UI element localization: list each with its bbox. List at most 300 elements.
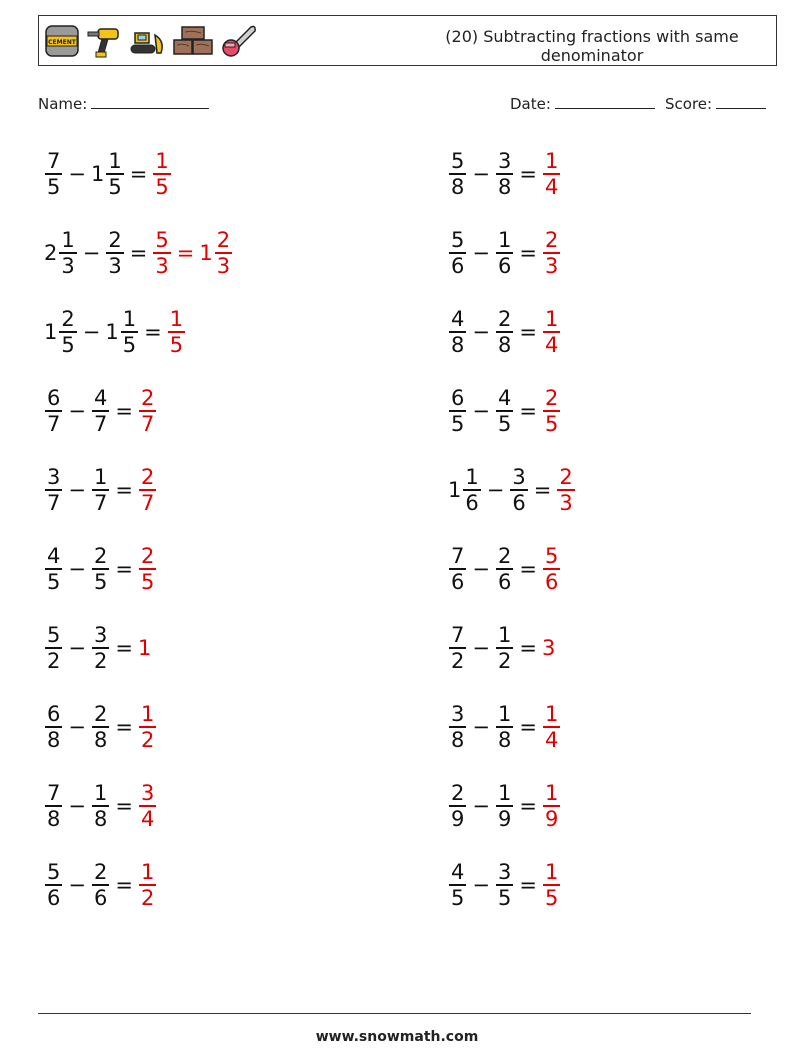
- mixed-number: [199, 228, 233, 278]
- answer: [542, 307, 561, 357]
- numerator: 2: [559, 465, 573, 490]
- denominator: 5: [140, 569, 155, 594]
- problem-item: [44, 539, 157, 599]
- minus-sign: −: [472, 399, 490, 423]
- denominator: 5: [122, 332, 137, 357]
- minus-sign: −: [82, 241, 101, 265]
- mixed-number: [542, 702, 561, 752]
- chainsaw-icon: [219, 23, 259, 59]
- mixed-number: [495, 386, 514, 436]
- numerator: 7: [47, 781, 61, 806]
- equals-sign: =: [129, 241, 148, 265]
- denominator: 4: [544, 332, 559, 357]
- fraction: [496, 307, 513, 357]
- problem-item: [448, 697, 561, 757]
- numerator: 1: [497, 623, 512, 648]
- whole-part: 1: [90, 162, 105, 186]
- fraction: [45, 465, 62, 515]
- fraction: [449, 386, 466, 436]
- denominator: 5: [497, 885, 512, 910]
- fraction: [45, 860, 62, 910]
- fraction: [543, 702, 560, 752]
- whole-part: 2: [44, 241, 58, 265]
- mixed-number: [44, 860, 63, 910]
- numerator: 1: [108, 149, 122, 174]
- denominator: 7: [140, 490, 155, 515]
- numerator: 5: [155, 228, 169, 253]
- numerator: 1: [497, 781, 512, 806]
- equals-sign: =: [519, 399, 537, 423]
- numerator: 2: [140, 544, 155, 569]
- fraction: [139, 544, 156, 594]
- mixed-number: [542, 386, 561, 436]
- name-label: Name:: [38, 95, 88, 113]
- mixed-number: [542, 636, 556, 660]
- numerator: 1: [544, 781, 559, 806]
- fraction: [139, 702, 156, 752]
- equals-sign: =: [129, 162, 148, 186]
- fraction: [449, 702, 466, 752]
- numerator: 2: [93, 544, 108, 569]
- mixed-number: [448, 623, 467, 673]
- answer: [138, 386, 157, 436]
- numerator: 3: [497, 860, 512, 885]
- answer: [138, 860, 157, 910]
- denominator: 5: [47, 174, 61, 199]
- denominator: 8: [497, 727, 512, 752]
- fraction: [45, 781, 62, 831]
- numerator: 7: [47, 149, 61, 174]
- mixed-number: [448, 149, 467, 199]
- fraction: [92, 860, 109, 910]
- mixed-number: [542, 228, 561, 278]
- denominator: 2: [140, 727, 155, 752]
- mixed-number: [91, 623, 110, 673]
- mixed-number: [556, 465, 575, 515]
- whole-part: 3: [541, 636, 556, 660]
- minus-sign: −: [82, 320, 101, 344]
- problem-item: [448, 144, 561, 204]
- answer: [138, 636, 152, 660]
- minus-sign: −: [472, 320, 490, 344]
- numerator: 3: [512, 465, 526, 490]
- fraction: [168, 307, 185, 357]
- mixed-number: [448, 465, 482, 515]
- cement-label: CEMENT: [48, 39, 76, 46]
- numerator: 1: [544, 702, 559, 727]
- denominator: 2: [140, 885, 155, 910]
- denominator: 9: [544, 806, 559, 831]
- denominator: 3: [108, 253, 122, 278]
- numerator: 2: [108, 228, 122, 253]
- fraction: [45, 544, 62, 594]
- whole-part: 1: [137, 636, 152, 660]
- whole-part: 1: [199, 241, 213, 265]
- fraction: [45, 149, 62, 199]
- numerator: 4: [93, 386, 108, 411]
- numerator: 7: [451, 544, 465, 569]
- footer-url: www.snowmath.com: [315, 1029, 479, 1045]
- problem-item: [44, 618, 152, 678]
- numerator: 4: [47, 544, 61, 569]
- mixed-number: [448, 307, 467, 357]
- numerator: 4: [451, 307, 465, 332]
- mixed-number: [448, 781, 467, 831]
- denominator: 9: [497, 806, 512, 831]
- problem-item: [448, 302, 561, 362]
- equals-sign: =: [115, 794, 133, 818]
- equals-sign: =: [115, 715, 133, 739]
- answer: [138, 702, 157, 752]
- minus-sign: −: [486, 478, 505, 502]
- fraction: [449, 307, 466, 357]
- bulldozer-icon: [127, 23, 167, 59]
- answer: [542, 386, 561, 436]
- numerator: 2: [216, 228, 231, 253]
- equals-sign: =: [115, 636, 133, 660]
- numerator: 6: [47, 386, 61, 411]
- mixed-number: [495, 623, 514, 673]
- mixed-number: [542, 307, 561, 357]
- denominator: 9: [451, 806, 465, 831]
- mixed-number: [448, 544, 467, 594]
- mixed-number: [495, 228, 514, 278]
- answer: [152, 149, 171, 199]
- minus-sign: −: [472, 715, 490, 739]
- problem-item: [44, 381, 157, 441]
- denominator: 3: [61, 253, 75, 278]
- problem-item: [448, 776, 561, 836]
- equals-sign: =: [519, 162, 537, 186]
- fraction: [543, 149, 560, 199]
- problem-item: [448, 618, 556, 678]
- mixed-number: [44, 307, 78, 357]
- numerator: 5: [47, 623, 61, 648]
- denominator: 4: [544, 174, 559, 199]
- numerator: 2: [544, 386, 559, 411]
- denominator: 6: [544, 569, 559, 594]
- mixed-number: [91, 465, 110, 515]
- answer: [542, 860, 561, 910]
- numerator: 5: [451, 228, 465, 253]
- fraction: [449, 228, 466, 278]
- numerator: 5: [544, 544, 559, 569]
- equals-sign: =: [115, 873, 133, 897]
- denominator: 7: [140, 411, 155, 436]
- mixed-number: [138, 386, 157, 436]
- denominator: 5: [93, 569, 108, 594]
- denominator: 3: [216, 253, 231, 278]
- numerator: 2: [93, 702, 108, 727]
- fraction: [496, 544, 513, 594]
- fraction: [496, 149, 513, 199]
- answer: [152, 228, 233, 278]
- mixed-number: [91, 702, 110, 752]
- mixed-number: [138, 465, 157, 515]
- denominator: 7: [93, 411, 108, 436]
- answer: [556, 465, 575, 515]
- denominator: 7: [47, 411, 61, 436]
- fraction: [139, 465, 156, 515]
- denominator: 2: [497, 648, 512, 673]
- answer: [542, 149, 561, 199]
- mixed-number: [91, 386, 110, 436]
- denominator: 4: [140, 806, 155, 831]
- wood-logs-icon: [172, 23, 214, 59]
- equals-sign: =: [115, 557, 133, 581]
- minus-sign: −: [472, 162, 490, 186]
- fraction: [543, 781, 560, 831]
- denominator: 6: [497, 569, 512, 594]
- numerator: 3: [140, 781, 155, 806]
- numerator: 2: [140, 386, 155, 411]
- numerator: 2: [544, 228, 559, 253]
- mixed-number: [495, 149, 514, 199]
- numerator: 1: [155, 149, 169, 174]
- minus-sign: −: [472, 873, 490, 897]
- equals-sign: =: [519, 715, 537, 739]
- numerator: 3: [497, 149, 512, 174]
- mixed-number: [495, 307, 514, 357]
- score-field[interactable]: [665, 94, 766, 113]
- footer-divider: [38, 1013, 751, 1014]
- minus-sign: −: [68, 715, 86, 739]
- equals-sign: =: [519, 636, 537, 660]
- fraction: [106, 228, 123, 278]
- mixed-number: [44, 781, 63, 831]
- minus-sign: −: [68, 478, 86, 502]
- mixed-number: [138, 544, 157, 594]
- date-label: Date:: [510, 95, 551, 113]
- denominator: 2: [47, 648, 61, 673]
- minus-sign: −: [68, 557, 86, 581]
- mixed-number: [448, 228, 467, 278]
- mixed-number: [44, 544, 63, 594]
- numerator: 2: [497, 544, 512, 569]
- mixed-number: [542, 860, 561, 910]
- denominator: 7: [47, 490, 61, 515]
- mixed-number: [105, 228, 124, 278]
- fraction: [59, 228, 76, 278]
- denominator: 5: [544, 411, 559, 436]
- mixed-number: [448, 702, 467, 752]
- problem-item: [448, 539, 561, 599]
- minus-sign: −: [472, 636, 490, 660]
- fraction: [139, 860, 156, 910]
- denominator: 2: [93, 648, 108, 673]
- mixed-number: [152, 149, 171, 199]
- denominator: 3: [559, 490, 573, 515]
- answer: [542, 702, 561, 752]
- whole-part: 1: [448, 478, 462, 502]
- problem-item: [44, 776, 157, 836]
- mixed-number: [44, 623, 63, 673]
- minus-sign: −: [68, 873, 86, 897]
- numerator: 1: [93, 465, 108, 490]
- fraction: [496, 702, 513, 752]
- denominator: 5: [169, 332, 184, 357]
- fraction: [92, 781, 109, 831]
- mixed-number: [44, 702, 63, 752]
- mixed-number: [91, 544, 110, 594]
- denominator: 8: [451, 727, 465, 752]
- numerator: 1: [544, 860, 559, 885]
- mixed-number: [138, 636, 152, 660]
- fraction: [496, 386, 513, 436]
- numerator: 2: [451, 781, 465, 806]
- denominator: 5: [61, 332, 75, 357]
- fraction: [510, 465, 527, 515]
- numerator: 1: [140, 860, 155, 885]
- date-field[interactable]: [510, 94, 655, 113]
- denominator: 2: [451, 648, 465, 673]
- mixed-number: [138, 702, 157, 752]
- denominator: 5: [451, 885, 465, 910]
- mixed-number: [495, 860, 514, 910]
- mixed-number: [105, 307, 139, 357]
- fraction: [45, 623, 62, 673]
- numerator: 1: [169, 307, 184, 332]
- fraction: [543, 860, 560, 910]
- answer: [138, 781, 157, 831]
- equals-sign: =: [519, 241, 537, 265]
- denominator: 4: [544, 727, 559, 752]
- fraction: [463, 465, 480, 515]
- denominator: 8: [93, 806, 108, 831]
- answer: [542, 636, 556, 660]
- numerator: 4: [451, 860, 465, 885]
- fraction: [543, 386, 560, 436]
- fraction: [153, 149, 170, 199]
- name-field[interactable]: [38, 94, 209, 113]
- problem-item: [448, 460, 576, 520]
- numerator: 2: [497, 307, 512, 332]
- numerator: 1: [497, 702, 512, 727]
- problem-item: [448, 381, 561, 441]
- denominator: 8: [497, 174, 512, 199]
- mixed-number: [91, 860, 110, 910]
- denominator: 6: [512, 490, 526, 515]
- numerator: 3: [93, 623, 108, 648]
- fraction: [449, 623, 466, 673]
- fraction: [543, 307, 560, 357]
- denominator: 6: [451, 253, 465, 278]
- worksheet-title: (20) Subtracting fractions with same denominator: [445, 27, 739, 65]
- score-line[interactable]: [716, 94, 766, 109]
- fraction: [139, 781, 156, 831]
- mixed-number: [495, 544, 514, 594]
- numerator: 6: [451, 386, 465, 411]
- numerator: 7: [451, 623, 465, 648]
- equals-sign: =: [519, 320, 537, 344]
- answer: [138, 544, 157, 594]
- equals-sign: =: [533, 478, 552, 502]
- problem-item: [44, 855, 157, 915]
- fraction: [139, 386, 156, 436]
- minus-sign: −: [68, 399, 86, 423]
- fraction: [543, 228, 560, 278]
- numerator: 5: [451, 149, 465, 174]
- answer: [138, 465, 157, 515]
- denominator: 6: [47, 885, 61, 910]
- minus-sign: −: [68, 162, 86, 186]
- problem-item: [44, 697, 157, 757]
- name-line[interactable]: [91, 94, 209, 109]
- fraction: [449, 149, 466, 199]
- mixed-number: [44, 149, 63, 199]
- numerator: 1: [93, 781, 108, 806]
- numerator: 2: [140, 465, 155, 490]
- numerator: 1: [465, 465, 479, 490]
- mixed-number: [91, 149, 125, 199]
- denominator: 5: [155, 174, 169, 199]
- fraction: [449, 544, 466, 594]
- mixed-number: [167, 307, 186, 357]
- fraction: [496, 228, 513, 278]
- mixed-number: [448, 860, 467, 910]
- equals-sign: =: [115, 478, 133, 502]
- fraction: [496, 781, 513, 831]
- numerator: 3: [47, 465, 61, 490]
- fraction: [106, 149, 123, 199]
- date-line[interactable]: [555, 94, 655, 109]
- fraction: [215, 228, 232, 278]
- mixed-number: [495, 702, 514, 752]
- fraction: [543, 544, 560, 594]
- numerator: 3: [451, 702, 465, 727]
- numerator: 6: [47, 702, 61, 727]
- denominator: 8: [47, 806, 61, 831]
- fraction: [92, 386, 109, 436]
- mixed-number: [44, 465, 63, 515]
- worksheet-header: [38, 15, 777, 66]
- denominator: 6: [451, 569, 465, 594]
- whole-part: 1: [44, 320, 58, 344]
- denominator: 5: [544, 885, 559, 910]
- denominator: 5: [497, 411, 512, 436]
- fraction: [496, 860, 513, 910]
- denominator: 3: [544, 253, 559, 278]
- equals-sign: =: [144, 320, 162, 344]
- problem-item: [44, 460, 157, 520]
- fraction: [449, 860, 466, 910]
- denominator: 7: [93, 490, 108, 515]
- numerator: 1: [61, 228, 75, 253]
- fraction: [449, 781, 466, 831]
- numerator: 1: [140, 702, 155, 727]
- numerator: 2: [93, 860, 108, 885]
- minus-sign: −: [472, 241, 490, 265]
- answer: [542, 544, 561, 594]
- numerator: 1: [544, 307, 559, 332]
- minus-sign: −: [68, 794, 86, 818]
- fraction: [92, 544, 109, 594]
- mixed-number: [542, 149, 561, 199]
- numerator: 1: [122, 307, 137, 332]
- fraction: [153, 228, 170, 278]
- equals-sign: =: [519, 557, 537, 581]
- fraction: [557, 465, 574, 515]
- denominator: 8: [451, 174, 465, 199]
- minus-sign: −: [68, 636, 86, 660]
- denominator: 8: [47, 727, 61, 752]
- mixed-number: [138, 860, 157, 910]
- problem-item: [448, 855, 561, 915]
- fraction: [496, 623, 513, 673]
- answer: [542, 781, 561, 831]
- header-icons: [43, 21, 259, 61]
- equals-sign: =: [519, 873, 537, 897]
